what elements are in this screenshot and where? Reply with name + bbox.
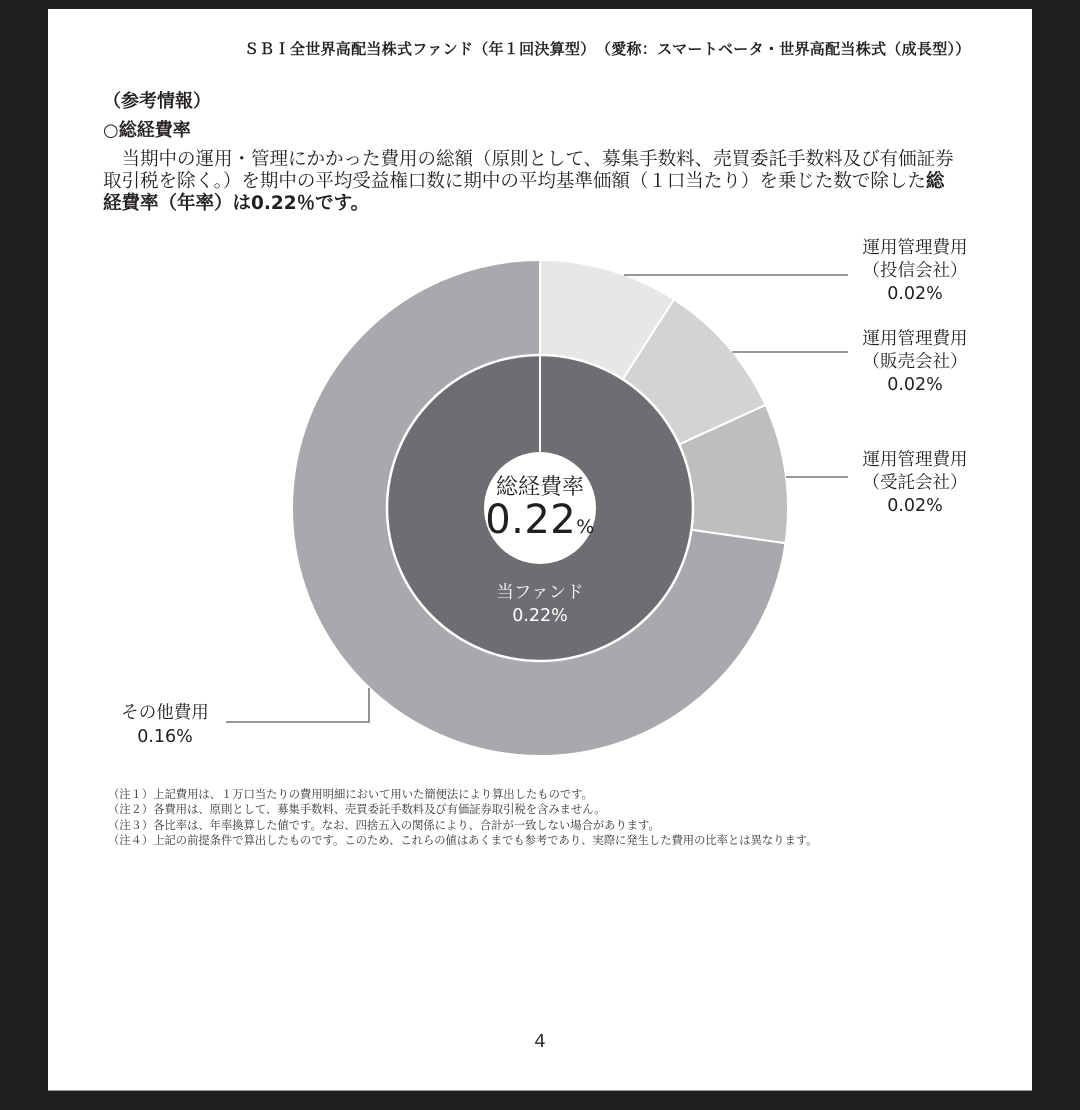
center-value [470,496,610,551]
label-value: 0.02% [887,496,943,516]
label-distributor-fee [845,328,985,397]
page-number: 4 [534,1031,546,1052]
center-value-number: 0.22 [485,497,577,543]
reference-label: （参考情報） [103,91,211,112]
label-value: 0.02% [887,284,943,304]
section-title: ○総経費率 [103,120,191,141]
paragraph-line-2-bold: 総 [925,171,945,192]
label-trustee-fee [845,449,985,518]
fund-header: ＳＢＩ全世界高配当株式ファンド（年１回決算型） （愛称：スマートベータ・世界高配当株式（成長型）） [244,40,971,58]
label-trust-company-fee [845,237,985,306]
label-value: 0.22% [512,606,568,626]
label-other-expenses [100,701,230,749]
footnote-1: （注１）上記費用は、１万口当たりの費用明細において用いた簡便法により算出したものです。 [108,788,593,801]
footnote-4: （注４）上記の前提条件で算出したものです。このため、これらの値はあくまでも参考であり、実際に発生した費用の比率とは異なります。 [108,833,818,847]
footnote-2: （注２）各費用は、原則として、募集手数料、売買委託手数料及び有価証券取引税を含みません。 [108,803,606,817]
paragraph-line-3-bold: 経費率（年率）は0.22％です。 [103,193,370,214]
paragraph-line-2-text: 取引税を除く。）を期中の平均受益権口数に期中の平均基準価額（１口当たり）を乗じた数で除した [103,171,926,192]
center-title: 総経費率 [495,475,584,500]
label-sub: （販売会社） [862,352,968,372]
label-name: 運用管理費用 [862,238,968,258]
leader-line-other [226,688,369,722]
label-name: 当ファンド [496,583,584,603]
paragraph-line-1: 当期中の運用・管理にかかった費用の総額（原則として、募集手数料、売買委託手数料及び有価証券 [103,149,954,170]
label-this-fund [460,582,620,628]
label-sub: （受託会社） [862,473,968,493]
label-value: 0.02% [887,375,943,395]
label-sub: （投信会社） [862,261,968,281]
label-name: 運用管理費用 [862,450,968,470]
center-value-unit: % [576,516,595,538]
label-value: 0.16% [137,727,193,747]
label-name: その他費用 [121,703,209,723]
footnotes [108,787,817,848]
footnote-3: （注３）各比率は、年率換算した値です。なお、四捨五入の関係により、合計が一致しない場合があります。 [108,818,660,832]
label-name: 運用管理費用 [862,329,968,349]
